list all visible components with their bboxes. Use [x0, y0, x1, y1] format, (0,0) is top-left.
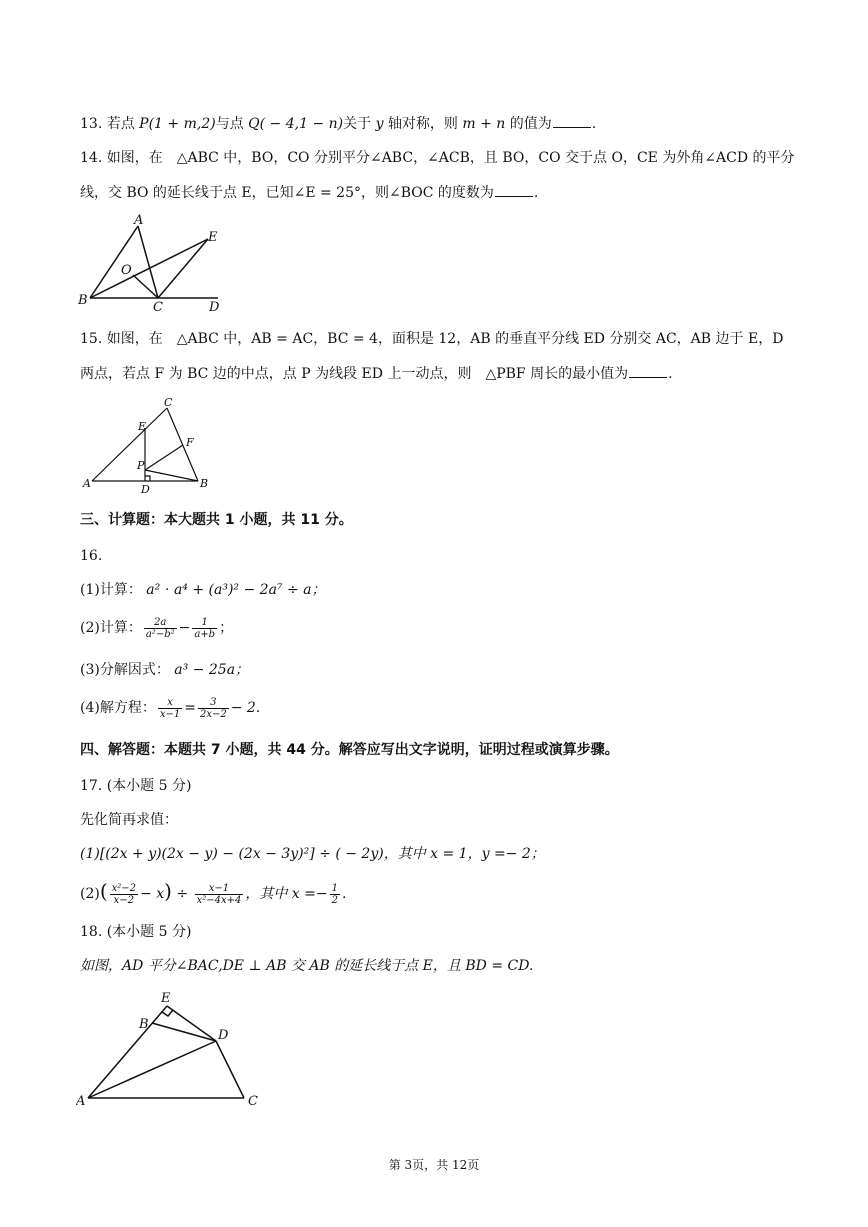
q16-p1-expr: a² ⋅ a⁴ + (a³)² − 2a⁷ ÷ a；: [146, 582, 326, 598]
fraction: $\frac{x}{x-1}$: [159, 696, 181, 720]
question-14-line-2: [80, 182, 798, 203]
q15-figure: [80, 394, 220, 494]
q13-text-3: 关于: [343, 116, 372, 132]
q16-p1-label: (1)计算：: [80, 582, 142, 598]
q13-expr: m + n: [462, 116, 506, 132]
label-a: A: [83, 477, 91, 490]
label-d: D: [209, 300, 220, 312]
q14-end: .: [533, 185, 539, 201]
paren-close: ): [164, 879, 172, 903]
q16-p2-end: ；: [219, 620, 234, 636]
q18-text: 如图，AD 平分∠BAC,DE ⊥ AB 交 AB 的延长线于点 E，且 BD = CD.: [80, 958, 534, 974]
q16-p3-label: (3)分解因式：: [80, 662, 170, 678]
q13-y: y: [375, 116, 384, 132]
fraction: $\frac{3}{2x-2}$: [199, 696, 227, 720]
label-e: E: [138, 420, 147, 433]
q13-p-coord: (1 + m,2): [148, 116, 216, 132]
fraction: $\frac{2a}{\text{a²−b²}}$: [145, 616, 175, 640]
label-b: B: [200, 477, 209, 490]
q17-part-2: [80, 876, 798, 909]
label-f: F: [186, 436, 194, 449]
label-a: A: [76, 1094, 86, 1109]
q15-text: 两点，若点 F 为 BC 边的中点，点 P 为线段 ED 上一动点，则 △PBF 周长的最小值为: [80, 366, 629, 382]
fraction: $\frac{1}{a+b}$: [194, 616, 216, 640]
q16-part-1: [80, 580, 798, 600]
label-e: E: [208, 230, 218, 245]
q17-part-1: (1)[(2x + y)(2x − y) − (2x − 3y)²] ÷ ( − 2y)，其中 x = 1，y =− 2；: [80, 846, 545, 862]
q14-text: 线，交 BO 的延长线于点 E，已知∠E = 25°，则∠BOC 的度数为: [80, 185, 494, 201]
label-c: C: [248, 1094, 258, 1109]
q16-part-3: [80, 660, 798, 680]
q17-p2-tail: ，其中 x =−: [245, 886, 328, 902]
minus: −: [178, 620, 191, 636]
label-e: E: [161, 991, 171, 1006]
answer-blank: [553, 113, 591, 128]
question-13: [80, 113, 798, 134]
divide: ÷: [176, 886, 189, 902]
q17-p2-label: (2): [80, 886, 100, 902]
answer-blank: [495, 182, 533, 197]
q16-part-4: [80, 694, 798, 722]
q16-p4-label: (4)解方程：: [80, 700, 156, 716]
fraction: $\frac{1}{2}$: [331, 882, 338, 906]
question-15-line-2: [80, 363, 798, 384]
q13-number: 13.: [80, 116, 103, 132]
q16-number: 16.: [80, 548, 103, 564]
fraction: $\frac{\text{x²−2}}{x-2}$: [111, 882, 137, 906]
label-b: B: [139, 1017, 149, 1032]
q16-p4-end: − 2.: [230, 700, 261, 716]
page-footer: 第 3页，共 12页: [388, 1158, 480, 1172]
q13-q-coord: ( − 4,1 − n): [259, 116, 344, 132]
label-o: O: [121, 263, 132, 278]
label-c: C: [153, 300, 163, 312]
q13-text-2: 与点: [215, 116, 244, 132]
label-a: A: [134, 213, 144, 228]
q13-text-5: 的值为: [509, 116, 552, 132]
q13-text-4: 轴对称，则: [387, 116, 458, 132]
q13-point-p: P: [139, 116, 149, 132]
q18-number: 18. (本小题 5 分): [80, 924, 192, 940]
q13-point-q: Q: [248, 116, 260, 132]
label-d: D: [141, 483, 150, 494]
q17-number: 17. (本小题 5 分): [80, 778, 192, 794]
section-3-heading: 三、计算题：本大题共 1 小题，共 11 分。: [80, 512, 353, 528]
section-4-heading: 四、解答题：本题共 7 小题，共 44 分。解答应写出文字说明，证明过程或演算步骤。: [80, 742, 619, 758]
q16-p3-expr: a³ − 25a；: [174, 662, 250, 678]
equals: =: [184, 700, 196, 716]
q17-p2-end: .: [342, 886, 347, 902]
label-b: B: [78, 293, 88, 308]
q13-text-1: 若点: [106, 116, 135, 132]
q15-end: .: [668, 366, 673, 382]
label-d: D: [218, 1028, 229, 1043]
label-c: C: [164, 396, 173, 409]
question-15-line-1: 15. 如图，在 △ABC 中，AB = AC，BC = 4，面积是 12，AB 的垂直平分线 ED 分别交 AC，AB 边于 E，D: [80, 331, 784, 347]
answer-blank: [629, 363, 667, 378]
q17-p2-mid: − x: [140, 886, 165, 902]
q18-figure: [76, 986, 276, 1111]
q16-part-2: [80, 614, 798, 642]
q16-p2-label: (2)计算：: [80, 620, 142, 636]
fraction: $\frac{x-1}{\text{x²−4x+4}}$: [196, 882, 242, 906]
paren-open: (: [99, 879, 108, 903]
q17-intro: 先化简再求值：: [80, 812, 178, 828]
q14-figure: [78, 212, 238, 312]
question-14-line-1: 14. 如图，在 △ABC 中，BO，CO 分别平分∠ABC，∠ACB，且 BO，CO 交于点 O，CE 为外角∠ACD 的平分: [80, 150, 795, 166]
label-p: P: [137, 459, 145, 472]
q13-end: .: [591, 116, 597, 132]
